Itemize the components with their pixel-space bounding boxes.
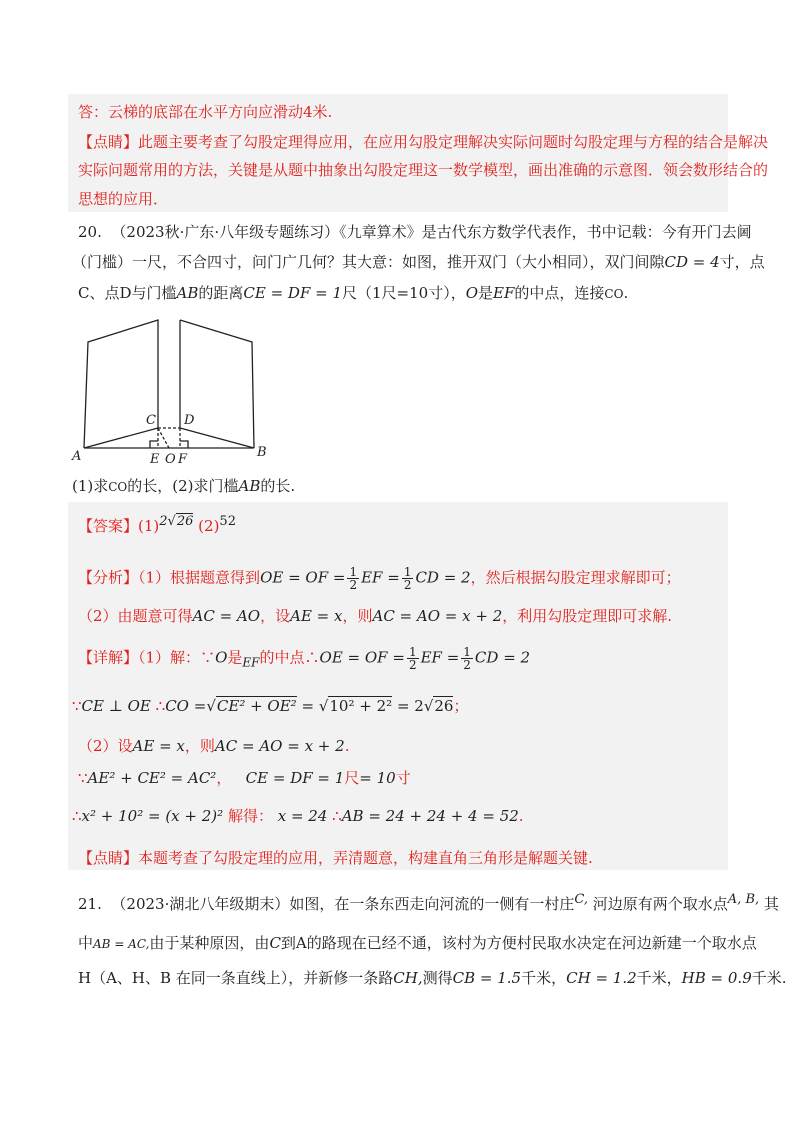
remark2-line (78, 848, 593, 868)
remark1-line1 (78, 132, 768, 152)
detail-l5-eq: x² + 10² = (x + 2)² (81, 807, 224, 825)
label-e: E (150, 452, 160, 467)
detail-l5-a: ∴ (72, 807, 82, 825)
q21-l3-eq3: HB = 0.9 (681, 969, 752, 987)
left-door-bottom (84, 428, 158, 448)
label-f: F (178, 452, 188, 467)
detail-therefore: ∴ (304, 648, 320, 667)
analysis-line1 (78, 566, 681, 591)
detail-l4-a: ∵ (78, 769, 88, 787)
left-door (84, 320, 158, 448)
remark1-text1: 此题主要考查了勾股定理得应用，在应用勾股定理解决实际问题时勾股定理与方程的结合是解决 (138, 133, 769, 151)
q20-text3d: 是 (478, 284, 494, 302)
detail-l4-d: 寸 (395, 769, 411, 787)
q20-line1 (78, 222, 752, 242)
detail-half-1-d: 2 (408, 658, 417, 672)
analysis-eq4: AC = AO = x + 2 (372, 607, 503, 625)
q21-l3-eq2: CH = 1.2 (566, 969, 637, 987)
q21-l3-eq1: CB = 1.5 (452, 969, 522, 987)
q21-l3-b: 测得 (422, 969, 453, 987)
door-figure (70, 310, 280, 470)
detail-line2: ∵CE ⊥ OE ∴CO =√CE² + OE² = √10² + 2² = 2√26； (72, 697, 469, 715)
analysis-line2 (78, 606, 672, 626)
detail-l4-c: 尺 (344, 769, 360, 787)
q20-text3f: . (623, 284, 629, 302)
q20-line2 (72, 252, 765, 272)
analysis-f: ，利用勾股定理即可求解. (502, 607, 673, 625)
detail-rad3: 26 (434, 697, 454, 715)
detail-l5-eq3: AB = 24 + 24 + 4 = 52 (341, 807, 519, 825)
analysis-a: （1）根据题意得到 (138, 568, 261, 587)
q21-l3-ch: CH, (393, 969, 423, 987)
detail-line4 (78, 768, 411, 788)
detail-l5-b: 解得： (227, 807, 273, 825)
answer-line (78, 512, 236, 536)
detail-ef: EF (242, 655, 260, 670)
detail-perp: CE ⊥ OE (81, 697, 151, 715)
detail-eq-end: = 2 (396, 697, 424, 715)
detail-co-eq: CO = (165, 697, 207, 715)
detail-half-1 (407, 646, 419, 671)
answer-v1-coef: 2 (159, 514, 168, 529)
questions-ab: AB (238, 477, 261, 495)
analysis-half-2-d: 2 (403, 578, 412, 592)
label-d: D (184, 413, 195, 428)
analysis-tag: 【分析】 (78, 568, 139, 587)
analysis-eq-a: OE = OF = (260, 568, 346, 587)
detail-l3-a: （2）设 (78, 737, 133, 755)
detail-tag: 【详解】 (78, 648, 139, 667)
detail-l2-b: ∴ (155, 697, 166, 715)
detail-l3-b: ，则 (184, 737, 215, 755)
q20-number: 20. (78, 223, 102, 241)
q20-line3 (78, 283, 628, 304)
detail-eq-b: EF = (420, 648, 460, 667)
remark1-tag: 【点睛】 (78, 133, 139, 151)
analysis-eq3: AE = x (290, 607, 343, 625)
analysis-b: ，然后根据勾股定理求解即可； (470, 568, 681, 587)
detail-l4-eq3: = 10 (359, 769, 396, 787)
detail-l3-c: . (344, 737, 350, 755)
detail-c: 的中点 (259, 648, 305, 667)
analysis-half-2 (402, 566, 414, 591)
detail-half-2-d: 2 (463, 658, 471, 672)
right-door-bottom (180, 428, 254, 448)
analysis-half-1 (347, 566, 359, 591)
q20-text3e: 的中点，连接 (514, 284, 605, 302)
q20-text2b: 寸，点 (719, 253, 765, 271)
q21-l3-c: 千米， (521, 969, 567, 987)
questions-c: 的长. (260, 477, 296, 495)
detail-rad1: CE² + OE² (216, 697, 297, 715)
answer-tag: 【答案】 (78, 517, 139, 535)
detail-b: 是 (227, 648, 243, 667)
q20-cd-eq: CD = 4 (664, 253, 720, 271)
q21-l2-d: 到A的路现在已经不通，该村为方便村民取水决定在河边新建一个取水点 (280, 934, 757, 952)
q20-o: O (465, 284, 479, 302)
detail-a: （1）解： (138, 648, 201, 667)
detail-because: ∵ (200, 648, 216, 667)
detail-line1 (78, 646, 530, 673)
detail-l5-eq2: x = 24 (277, 807, 328, 825)
q21-l2-eq: AB = AC, (93, 937, 150, 951)
detail-eq-c: CD = 2 (474, 648, 531, 667)
detail-line3 (78, 736, 349, 756)
questions-b: 的长，(2)求门槛 (127, 477, 239, 495)
q21-l2-b: 由于某种原因，由 (149, 934, 270, 952)
q20-ab: AB (176, 284, 199, 302)
remark1-line3: 思想的应用． (78, 190, 169, 208)
answer-v1-rad: 26 (176, 514, 194, 529)
q21-ab: A, B, (727, 892, 760, 907)
remark1-line2: 实际问题常用的方法，关键是从题中抽象出勾股定理这一数学模型，画出准确的示意图．领会数形结合的 (78, 161, 769, 179)
detail-l5-d: . (518, 807, 524, 825)
q21-l2-c: C (269, 934, 281, 952)
q21-l3-a: H（A、H、B 在同一条直线上），并新修一条路 (78, 969, 394, 987)
detail-rad2: 10² + 2² (329, 697, 393, 715)
q20-text3a: C、点D与门槛 (78, 284, 177, 302)
detail-semi: ； (453, 697, 469, 715)
detail-l5-c: ∴ (332, 807, 342, 825)
detail-o: O (215, 648, 228, 667)
analysis-half-1-n: 1 (349, 565, 358, 579)
q20-source: （2023秋·广东·八年级专题练习） (111, 223, 340, 241)
analysis-half-2-n: 1 (403, 565, 412, 579)
label-a: A (72, 449, 82, 464)
answer-v2: 52 (219, 514, 236, 529)
detail-l4-eq2: CE = DF = 1 (245, 769, 345, 787)
detail-l4-b: ， (216, 769, 232, 787)
questions-a: (1)求 (72, 477, 109, 495)
q21-b: 河边原有两个取水点 (592, 895, 728, 913)
top-answer: 答：云梯的底部在水平方向应滑动4米. (78, 103, 333, 121)
q20-ce-eq: CE = DF = 1 (243, 284, 343, 302)
answer-p1: (1) (138, 517, 160, 535)
label-o: O (165, 452, 176, 467)
q20-co: CO (604, 287, 624, 301)
q20-text3c: 尺（1尺=10寸）， (342, 284, 466, 302)
label-c: C (146, 413, 156, 428)
q21-l2-a: 中 (78, 934, 94, 952)
right-angle-e (150, 441, 158, 448)
detail-half-1-n: 1 (408, 645, 417, 659)
detail-l2-a: ∵ (72, 697, 82, 715)
q21-a: 如图，在一条东西走向河流的一侧有一村庄 (289, 895, 575, 913)
detail-half-2-n: 1 (463, 645, 471, 659)
detail-half-2 (461, 646, 473, 671)
analysis-eq-c: CD = 2 (415, 568, 471, 587)
q21-line1 (78, 890, 779, 914)
detail-eq-mid: = (301, 697, 315, 715)
analysis-d: ，设 (260, 607, 291, 625)
detail-l3-eq2: AC = AO = x + 2 (214, 737, 345, 755)
q20-questions (72, 476, 295, 497)
analysis-e: ，则 (342, 607, 373, 625)
analysis-eq-b: EF = (361, 568, 400, 587)
q21-c: C, (574, 892, 588, 907)
detail-eq-a: OE = OF = (319, 648, 405, 667)
q21-line2 (78, 933, 757, 954)
remark2-text: 本题考查了勾股定理的应用，弄清题意，构建直角三角形是解题关键. (138, 849, 593, 867)
q20-ef: EF (493, 284, 515, 302)
analysis-eq2: AC = AO (192, 607, 261, 625)
detail-l3-eq: AE = x (132, 737, 185, 755)
right-door-outer (180, 320, 254, 448)
q21-end: 其 (763, 895, 779, 913)
q20-text2a: （门槛）一尺，不合四寸，问门广几何？其大意：如图，推开双门（大小相同），双门间隙 (72, 253, 665, 271)
answer-v1: 2√26 (159, 514, 194, 529)
q21-number: 21. (78, 895, 102, 913)
answer-p2: (2) (198, 517, 220, 535)
q21-l3-d: 千米， (636, 969, 682, 987)
right-angle-f (180, 441, 188, 448)
q20-text3b: 的距离 (198, 284, 244, 302)
detail-line5 (72, 806, 524, 826)
q20-text1: 《九章算术》是古代东方数学代表作，书中记载：今有开门去阃 (339, 223, 752, 241)
remark2-tag: 【点睛】 (78, 849, 139, 867)
questions-co: CO (108, 480, 128, 494)
analysis-c: （2）由题意可得 (78, 607, 193, 625)
analysis-half-1-d: 2 (349, 578, 358, 592)
q21-line3 (78, 968, 787, 988)
label-b: B (257, 445, 267, 460)
q21-source: （2023·湖北八年级期末） (111, 895, 290, 913)
detail-l4-eq: AE² + CE² = AC² (87, 769, 217, 787)
co-dashed (158, 428, 169, 448)
q21-l3-e: 千米. (751, 969, 787, 987)
